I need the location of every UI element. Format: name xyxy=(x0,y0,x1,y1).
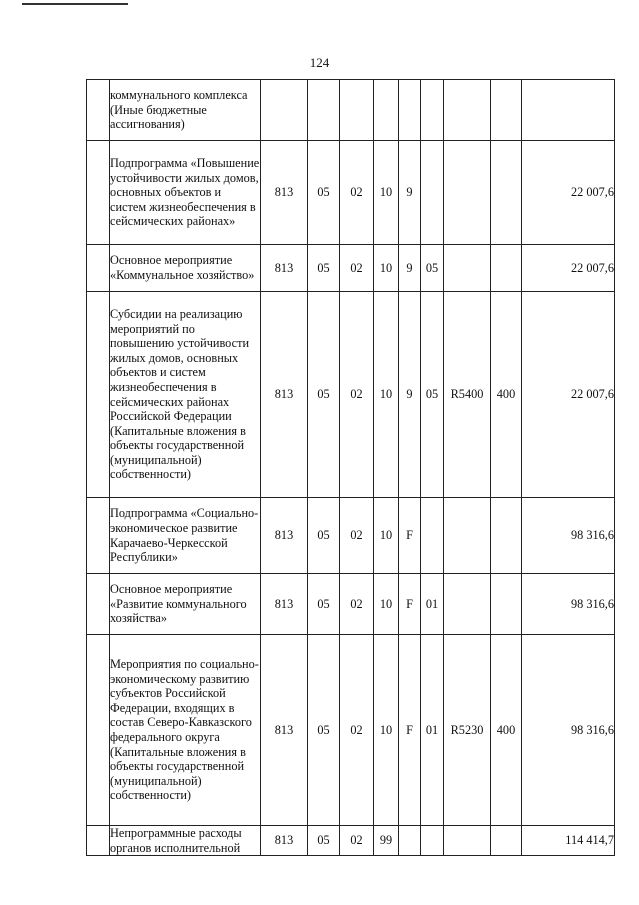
section-code-cell xyxy=(308,80,340,141)
section-code-cell: 05 xyxy=(308,574,340,635)
expense-type-cell xyxy=(491,141,522,245)
measure-code-cell: 01 xyxy=(421,635,444,826)
row-name-cell: Подпрограмма «Повышение устойчивости жилых домов, основных объектов и систем жизнеобеспечения в сейсмических районах» xyxy=(110,141,261,245)
subprogram-code-cell: 9 xyxy=(399,141,421,245)
program-code-cell: 10 xyxy=(374,141,399,245)
direction-code-cell xyxy=(444,80,491,141)
ministry-code-cell: 813 xyxy=(261,498,308,574)
row-index-cell xyxy=(87,141,110,245)
program-code-cell: 10 xyxy=(374,574,399,635)
measure-code-cell xyxy=(421,498,444,574)
direction-code-cell xyxy=(444,498,491,574)
subsection-code-cell: 02 xyxy=(340,245,374,292)
budget-table xyxy=(86,79,615,856)
section-code-cell: 05 xyxy=(308,498,340,574)
measure-code-cell: 05 xyxy=(421,245,444,292)
measure-code-cell: 01 xyxy=(421,574,444,635)
amount-cell: 98 316,6 xyxy=(522,498,615,574)
subsection-code-cell: 02 xyxy=(340,635,374,826)
row-name-cell: Основное мероприятие «Коммунальное хозяйство» xyxy=(110,245,261,292)
amount-cell: 22 007,6 xyxy=(522,141,615,245)
amount-cell: 114 414,7 xyxy=(522,826,615,856)
ministry-code-cell: 813 xyxy=(261,574,308,635)
subprogram-code-cell: F xyxy=(399,635,421,826)
measure-code-cell xyxy=(421,80,444,141)
row-index-cell xyxy=(87,80,110,141)
subprogram-code-cell xyxy=(399,80,421,141)
subprogram-code-cell xyxy=(399,826,421,856)
ministry-code-cell: 813 xyxy=(261,141,308,245)
table-row xyxy=(87,245,615,292)
subsection-code-cell: 02 xyxy=(340,574,374,635)
amount-cell: 22 007,6 xyxy=(522,292,615,498)
amount-cell xyxy=(522,80,615,141)
section-code-cell: 05 xyxy=(308,245,340,292)
row-index-cell xyxy=(87,245,110,292)
subprogram-code-cell: 9 xyxy=(399,292,421,498)
row-index-cell xyxy=(87,826,110,856)
table-row xyxy=(87,635,615,826)
page-number: 124 xyxy=(309,55,330,70)
subprogram-code-cell: F xyxy=(399,574,421,635)
row-index-cell xyxy=(87,292,110,498)
expense-type-cell xyxy=(491,498,522,574)
direction-code-cell xyxy=(444,826,491,856)
expense-type-cell: 400 xyxy=(491,635,522,826)
program-code-cell: 10 xyxy=(374,635,399,826)
ministry-code-cell: 813 xyxy=(261,635,308,826)
direction-code-cell: R5400 xyxy=(444,292,491,498)
subsection-code-cell: 02 xyxy=(340,292,374,498)
table-row xyxy=(87,141,615,245)
direction-code-cell xyxy=(444,141,491,245)
ministry-code-cell: 813 xyxy=(261,245,308,292)
subsection-code-cell: 02 xyxy=(340,141,374,245)
expense-type-cell xyxy=(491,826,522,856)
expense-type-cell xyxy=(491,574,522,635)
measure-code-cell xyxy=(421,141,444,245)
row-index-cell xyxy=(87,635,110,826)
section-code-cell: 05 xyxy=(308,292,340,498)
table-row xyxy=(87,826,615,856)
amount-cell: 22 007,6 xyxy=(522,245,615,292)
table-row xyxy=(87,498,615,574)
section-code-cell: 05 xyxy=(308,635,340,826)
program-code-cell: 10 xyxy=(374,245,399,292)
subprogram-code-cell: 9 xyxy=(399,245,421,292)
direction-code-cell xyxy=(444,245,491,292)
amount-cell: 98 316,6 xyxy=(522,574,615,635)
expense-type-cell xyxy=(491,245,522,292)
row-index-cell xyxy=(87,574,110,635)
program-code-cell: 10 xyxy=(374,498,399,574)
row-name-cell: Основное мероприятие «Развитие коммунального хозяйства» xyxy=(110,574,261,635)
program-code-cell: 10 xyxy=(374,292,399,498)
row-name-cell: Мероприятия по социально-экономическому развитию субъектов Российской Федерации, входящих в состав Северо-Кавказского федерального округа (Капитальные вложения в объекты государственной (муниципальной) собственности) xyxy=(110,635,261,826)
amount-cell: 98 316,6 xyxy=(522,635,615,826)
ministry-code-cell: 813 xyxy=(261,292,308,498)
row-name-cell: Субсидии на реализацию мероприятий по повышению устойчивости жилых домов, основных объектов и систем жизнеобеспечения в сейсмических районах Российской Федерации (Капитальные вложения в объекты государственной (муниципальной) собственности) xyxy=(110,292,261,498)
table-row xyxy=(87,80,615,141)
direction-code-cell xyxy=(444,574,491,635)
section-code-cell: 05 xyxy=(308,826,340,856)
row-name-cell: Подпрограмма «Социально-экономическое развитие Карачаево-Черкесской Республики» xyxy=(110,498,261,574)
measure-code-cell: 05 xyxy=(421,292,444,498)
program-code-cell xyxy=(374,80,399,141)
subsection-code-cell: 02 xyxy=(340,826,374,856)
row-name-cell: коммунального комплекса (Иные бюджетные ассигнования) xyxy=(110,80,261,141)
table-row xyxy=(87,574,615,635)
subsection-code-cell: 02 xyxy=(340,498,374,574)
top-rule xyxy=(22,3,128,5)
expense-type-cell: 400 xyxy=(491,292,522,498)
program-code-cell: 99 xyxy=(374,826,399,856)
subsection-code-cell xyxy=(340,80,374,141)
measure-code-cell xyxy=(421,826,444,856)
ministry-code-cell: 813 xyxy=(261,826,308,856)
table-row xyxy=(87,292,615,498)
ministry-code-cell xyxy=(261,80,308,141)
section-code-cell: 05 xyxy=(308,141,340,245)
direction-code-cell: R5230 xyxy=(444,635,491,826)
expense-type-cell xyxy=(491,80,522,141)
row-index-cell xyxy=(87,498,110,574)
subprogram-code-cell: F xyxy=(399,498,421,574)
row-name-cell: Непрограммные расходы органов исполнительной xyxy=(110,826,261,856)
